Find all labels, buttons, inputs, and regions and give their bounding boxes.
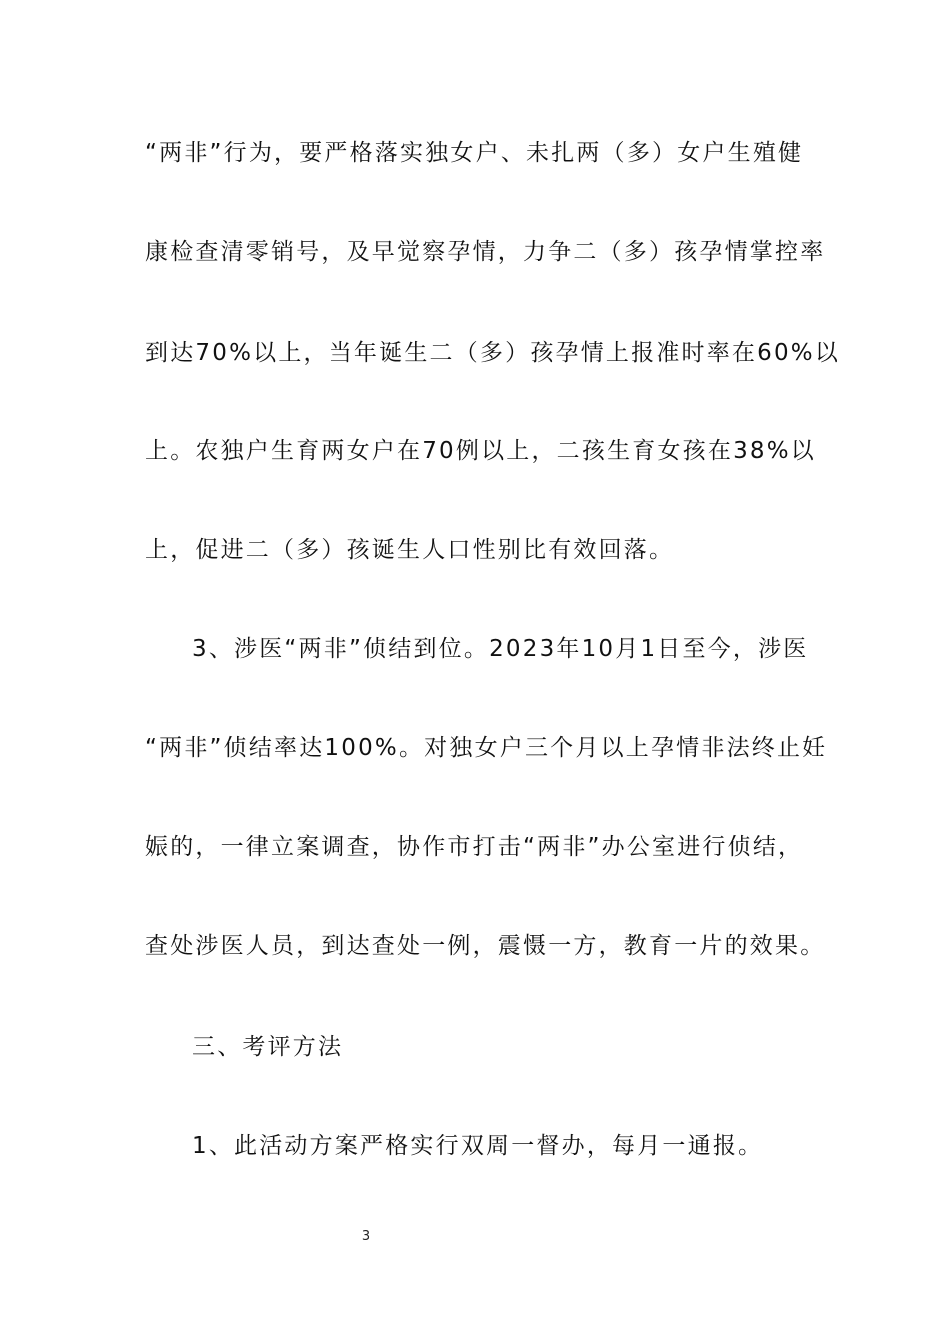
text-line-6: 3、涉医“两非”侦结到位。2023年10月1日至今，涉医 xyxy=(192,636,809,662)
text-line-9: 查处涉医人员，到达查处一例，震慑一方，教育一片的效果。 xyxy=(145,933,826,959)
text-line-2: 康检查清零销号，及早觉察孕情，力争二（多）孩孕情掌控率 xyxy=(145,239,826,265)
text-line-8: 娠的，一律立案调查，协作市打击“两非”办公室进行侦结， xyxy=(145,834,804,860)
text-line-11: 1、此活动方案严格实行双周一督办，每月一通报。 xyxy=(192,1133,764,1159)
text-line-3: 到达70%以上，当年诞生二（多）孩孕情上报准时率在60%以 xyxy=(145,340,841,366)
section-heading: 三、考评方法 xyxy=(192,1034,344,1060)
text-line-4: 上。农独户生育两女户在70例以上，二孩生育女孩在38%以 xyxy=(145,438,816,464)
text-line-5: 上，促进二（多）孩诞生人口性别比有效回落。 xyxy=(145,537,675,563)
page-number: 3 xyxy=(361,1229,371,1244)
text-line-1: “两非”行为，要严格落实独女户、未扎两（多）女户生殖健 xyxy=(145,140,804,166)
text-line-7: “两非”侦结率达100%。对独女户三个月以上孕情非法终止妊 xyxy=(145,735,828,761)
